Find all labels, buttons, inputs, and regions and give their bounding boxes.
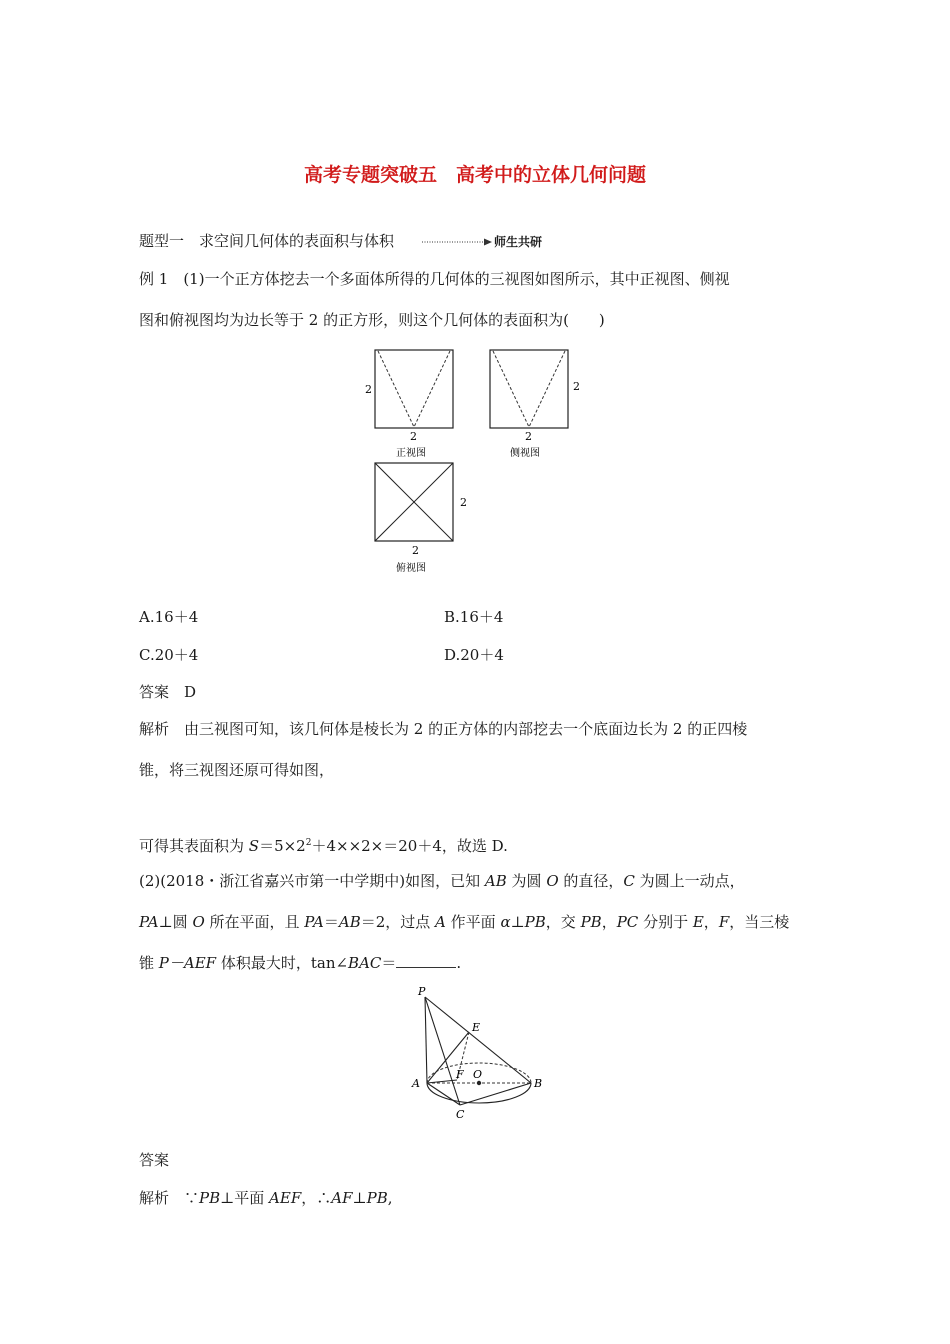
option-a: A.16＋4 (139, 608, 199, 626)
option-b: B.16＋4 (444, 608, 504, 626)
example1-analysis-line1 (139, 719, 747, 739)
p2-l3-paef: P－AEF (158, 954, 217, 972)
side-view (490, 350, 568, 428)
part2-analysis (139, 1188, 393, 1208)
front-view-label: 正视图 (396, 448, 426, 459)
p2-an-c: ，∴ (301, 1189, 332, 1207)
p2-l2-j: ，当三棱 (729, 913, 790, 931)
p2-l1-d: 为圆上一动点， (634, 872, 745, 890)
p2-an-pb2: PB (366, 1189, 388, 1207)
p2-l3-d: . (456, 954, 462, 972)
top-view-height-dim: 2 (460, 496, 467, 509)
part2-line1 (139, 871, 745, 891)
result-exponent: 2 (305, 838, 312, 848)
p2-l2-pc: PC (616, 913, 639, 931)
option-d: D.20＋4 (444, 646, 504, 664)
label-p: P (418, 985, 426, 998)
answer-value: D (184, 683, 197, 701)
p2-l2-pa: PA (139, 913, 159, 931)
three-views-figure (360, 345, 590, 580)
analysis-label: 解析 (139, 720, 170, 738)
label-o: O (473, 1068, 483, 1081)
p2-l1-point-c: C (623, 872, 635, 890)
label-f: F (456, 1068, 464, 1081)
p2-l1-o: O (546, 872, 559, 890)
p2-l2-f: ，交 (545, 913, 581, 931)
p2-l2-point-e: E (692, 913, 704, 931)
p2-an-aef: AEF (269, 1189, 302, 1207)
p2-an-b: ⊥平面 (220, 1189, 270, 1207)
p2-l3-a: 锥 (139, 954, 159, 972)
top-view-width-dim: 2 (412, 544, 419, 557)
edge-ac (427, 1083, 460, 1105)
answer-label: 答案 (139, 683, 170, 701)
part2-line3 (139, 953, 461, 973)
label-b: B (534, 1077, 543, 1090)
p2-l3-b: 体积最大时，tan∠ (216, 954, 349, 972)
p2-an-d: ⊥ (352, 1189, 367, 1207)
p2-l3-bac: BAC (348, 954, 382, 972)
p2-l2-c: ＝ (323, 913, 339, 931)
p2-l1-ab: AB (484, 872, 507, 890)
example1-answer (139, 682, 196, 702)
p2-analysis-label: 解析 (139, 1189, 170, 1207)
label-c: C (456, 1108, 465, 1121)
p2-l1-a: (2)(2018・浙江省嘉兴市第一中学期中)如图，已知 (139, 872, 485, 890)
example1-result (139, 833, 508, 856)
p2-l2-alpha: α⊥PB (500, 913, 546, 931)
p2-l1-b: 为圆 (506, 872, 547, 890)
page-title: 高考专题突破五 高考中的立体几何问题 (303, 164, 646, 186)
result-text-c: ＋4××2×＝20＋4，故选 D. (311, 837, 508, 855)
result-text-b: ＝5×2 (259, 837, 306, 855)
p2-l2-point-a: A (435, 913, 446, 931)
part2-answer-label: 答案 (139, 1151, 170, 1169)
option-c: C.20＋4 (139, 646, 199, 664)
p2-l3-c: ＝ (381, 954, 397, 972)
part2-line2 (139, 912, 789, 932)
dotted-arrow-icon (422, 237, 492, 247)
top-view (375, 463, 453, 541)
p2-an-e: , (387, 1189, 393, 1207)
label-a: A (412, 1077, 420, 1090)
label-e: E (472, 1021, 481, 1034)
p2-l2-d: ＝2，过点 (360, 913, 436, 931)
analysis-text-line1: 由三视图可知，该几何体是棱长为 2 的正方体的内部挖去一个底面边长为 2 的正四棱 (184, 720, 748, 738)
p2-l2-h: 分别于 (638, 913, 693, 931)
example1-analysis-line2: 锥，将三视图还原可得如图， (139, 761, 335, 779)
p2-l2-a: ⊥圆 (158, 913, 193, 931)
p2-l1-c: 的直径， (558, 872, 624, 890)
p2-l2-point-f: F (718, 913, 730, 931)
p2-an-a: ∵ (184, 1189, 200, 1207)
p2-an-af: AF (331, 1189, 353, 1207)
side-view-height-dim: 2 (573, 380, 580, 393)
top-view-label: 俯视图 (396, 563, 426, 574)
p2-l2-ab: AB (338, 913, 361, 931)
front-view (375, 350, 453, 428)
p2-l2-pb: PB (580, 913, 602, 931)
section-heading (139, 231, 394, 251)
p2-l2-pa2: PA (304, 913, 324, 931)
front-view-height-dim: 2 (365, 383, 372, 396)
example1-line2: 图和俯视图均为边长等于 2 的正方形，则这个几何体的表面积为( ) (139, 311, 605, 329)
center-point-o (477, 1081, 481, 1085)
side-view-label: 侧视图 (510, 448, 540, 459)
p2-l2-o: O (192, 913, 205, 931)
p2-an-pb: PB (199, 1189, 221, 1207)
edge-pa (425, 997, 427, 1083)
front-view-width-dim: 2 (410, 430, 417, 443)
example1-question-line1: (1)一个正方体挖去一个多面体所得的几何体的三视图如图所示，其中正视图、侧视 (183, 270, 730, 288)
p2-l2-i: ， (703, 913, 719, 931)
p2-l2-b: 所在平面，且 (204, 913, 305, 931)
answer-blank (396, 953, 456, 968)
section-tag: 师生共研 (494, 235, 543, 249)
cone-figure (405, 985, 555, 1125)
p2-l2-g: ， (601, 913, 617, 931)
example-label: 例 1 (139, 270, 169, 288)
result-text-a: 可得其表面积为 (139, 837, 249, 855)
p2-l2-e: 作平面 (445, 913, 501, 931)
example1-line1 (139, 269, 730, 289)
section-heading-text: 题型一 求空间几何体的表面积与体积 (139, 232, 395, 250)
edge-pc (425, 997, 460, 1105)
result-symbol-s: S (248, 837, 260, 855)
side-view-width-dim: 2 (525, 430, 532, 443)
